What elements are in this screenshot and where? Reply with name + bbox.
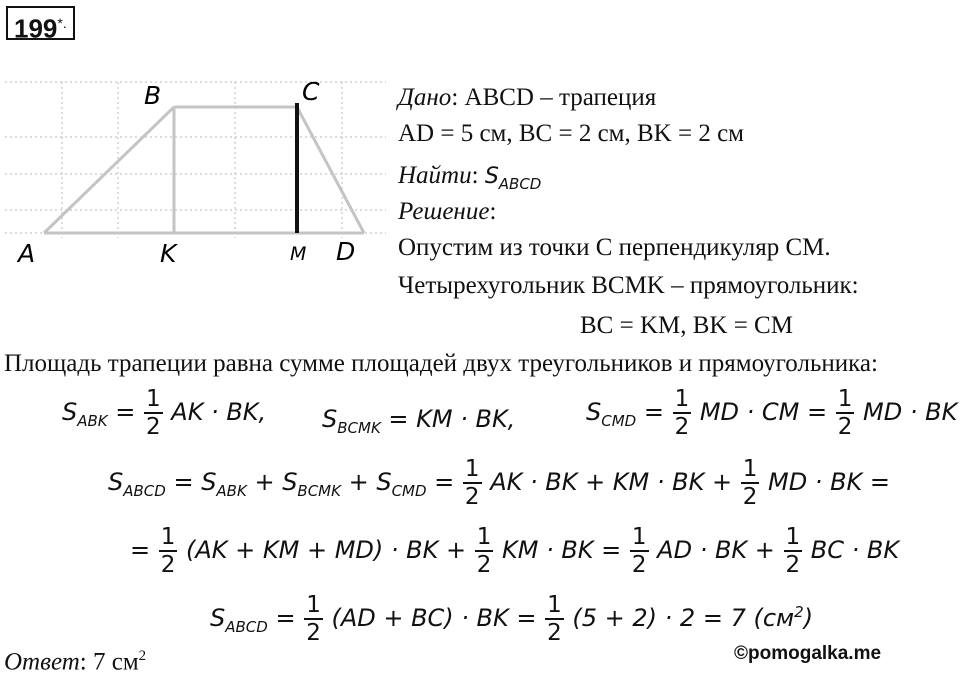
label-m: M <box>290 243 307 265</box>
formula-grouping: = $\frac{1}{2}$ (AK + KM + MD) · BK + $\frac{1}{2}$ KM · BK = $\frac{1}{2}$ AD · BK + $\frac{1}{2}$ BC · BK <box>130 524 900 578</box>
given-line: Дано: ABCD – трапеция <box>398 84 657 111</box>
label-b: B <box>144 81 162 110</box>
side-cd <box>297 107 364 233</box>
answer-line: Ответ: 7 $см^2$ <box>4 648 147 676</box>
step-area-sum: Площадь трапеции равна сумме площадей двух треугольников и прямоугольника: <box>4 350 878 377</box>
trapezoid-figure <box>0 70 392 280</box>
formula-s-abk: $S_{ABK}$ = $\frac{1}{2}$ AK · BK, <box>62 386 267 440</box>
problem-number: 199*. <box>6 6 75 40</box>
step-equalities: BC = KM, BK = CM <box>580 312 793 339</box>
watermark: ©pomogalka.me <box>734 643 882 664</box>
step-perpendicular: Опустим из точки C перпендикуляр CM. <box>398 234 831 261</box>
formula-final: $S_{ABCD}$ = $\frac{1}{2}$ (AD + BC) · BK = $\frac{1}{2}$ (5 + 2) · 2 = 7 $(см^2)$ <box>210 592 814 646</box>
find-line: Найти: $S_{ABCD}$ <box>398 162 542 193</box>
label-d: D <box>336 237 356 266</box>
side-ab <box>44 107 174 233</box>
given-data: AD = 5 см, BC = 2 см, BK = 2 см <box>398 120 744 147</box>
label-a: A <box>18 239 36 268</box>
formula-s-bcmk: $S_{BCMK}$ = KM · BK, <box>322 405 516 437</box>
label-k: K <box>160 239 177 268</box>
label-c: C <box>302 77 320 106</box>
step-rectangle: Четырехугольник BCMK – прямоугольник: <box>398 272 859 299</box>
solution-label: Решение: <box>398 198 497 225</box>
formula-s-abcd-sum: $S_{ABCD} = S_{ABK} + S_{BCMK} + S_{CMD}$ = $\frac{1}{2}$ AK · BK + KM · BK + $\frac{1}{2}$ MD · BK = <box>108 456 891 510</box>
formula-s-cmd: $S_{CMD}$ = $\frac{1}{2}$ MD · CM = $\frac{1}{2}$ MD · BK <box>586 386 958 440</box>
